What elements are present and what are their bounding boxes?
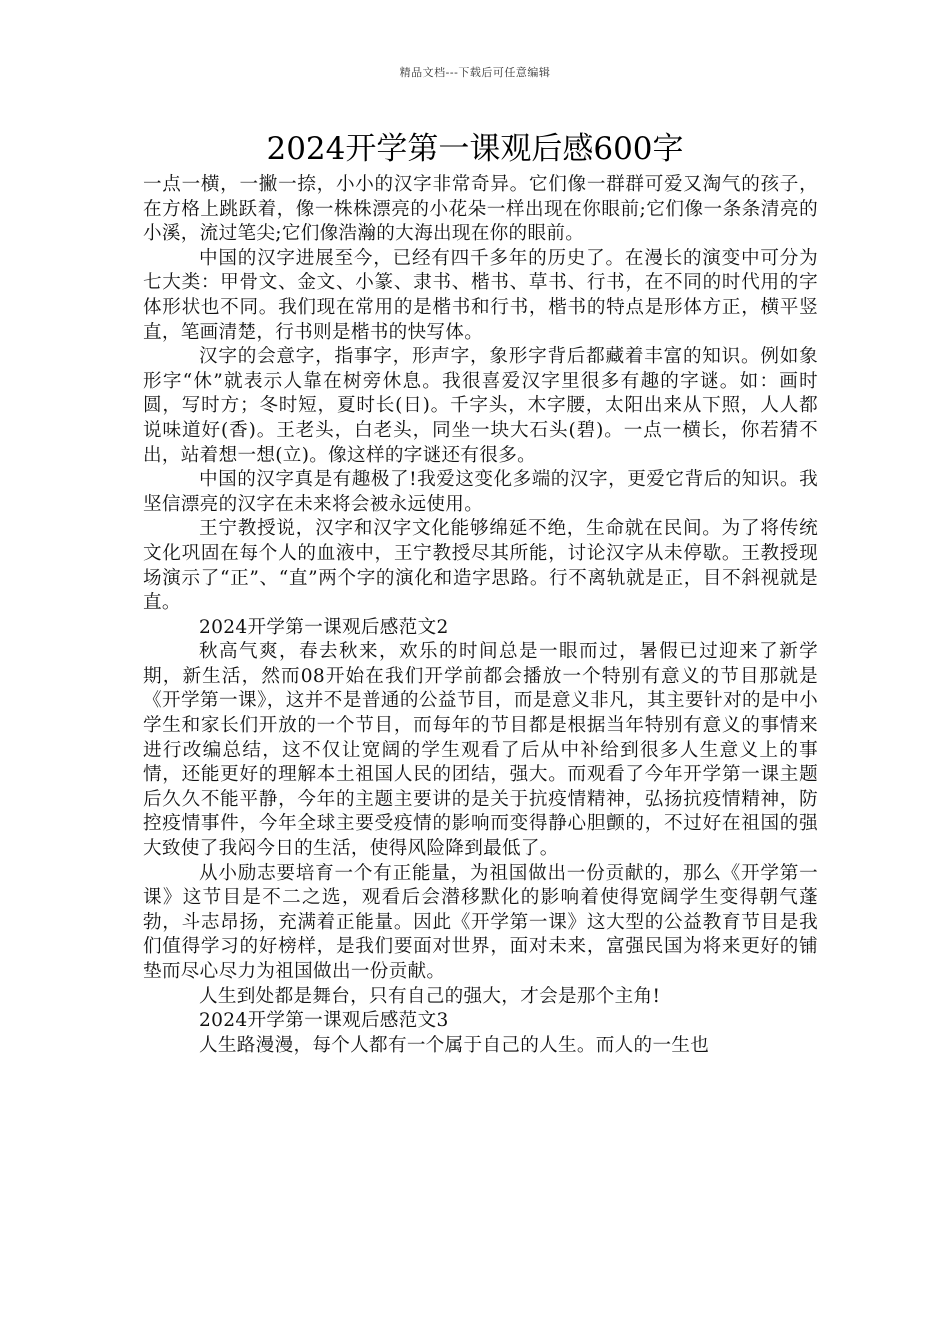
paragraph-1: 一点一横，一撇一捺，小小的汉字非常奇异。它们像一群群可爱又淘气的孩子，在方格上跳跃着，像一株株漂亮的小花朵一样出现在你眼前;它们像一条条清亮的小溪，流过笔尖;它们像浩瀚的大海出现在你的眼前。 [143,174,818,245]
section-heading-2: 2024开学第一课观后感范文2 [199,616,449,638]
document-title: 2024开学第一课观后感600字 [266,131,684,167]
paragraph-4: 中国的汉字真是有趣极了!我爱这变化多端的汉字，更爱它背后的知识。我坚信漂亮的汉字在未来将会被永远使用。 [143,469,818,515]
page-header-note: 精品文档---下载后可任意编辑 [399,66,551,79]
section-heading-3: 2024开学第一课观后感范文3 [199,1010,449,1032]
paragraph-2: 中国的汉字进展至今，已经有四千多年的历史了。在漫长的演变中可分为七大类：甲骨文、金文、小篆、隶书、楷书、草书、行书，在不同的时代用的字体形状也不同。我们现在常用的是楷书和行书，楷书的特点是形体方正，横平竖直，笔画清楚，行书则是楷书的快写体。 [143,247,818,343]
paragraph-8: 人生到处都是舞台，只有自己的强大，才会是那个主角! [199,985,661,1007]
paragraph-7: 从小励志要培育一个有正能量，为祖国做出一份贡献的，那么《开学第一课》这节目是不二之选，观看后会潜移默化的影响着使得宽阔学生变得朝气蓬勃，斗志昂扬，充满着正能量。因此《开学第一课》这大型的公益教育节目是我们值得学习的好榜样，是我们要面对世界，面对未来，富强民国为将来更好的铺垫而尽心尽力为祖国做出一份贡献。 [143,862,818,982]
paragraph-9: 人生路漫漫，每个人都有一个属于自己的人生。而人的一生也 [199,1034,710,1056]
paragraph-5: 王宁教授说，汉字和汉字文化能够绵延不绝，生命就在民间。为了将传统文化巩固在每个人的血液中，王宁教授尽其所能，讨论汉字从未停歇。王教授现场演示了“正”、“直”两个字的演化和造字思路。行不离轨就是正，目不斜视就是直。 [143,518,818,614]
document-body [143,173,818,1058]
paragraph-3: 汉字的会意字，指事字，形声字，象形字背后都藏着丰富的知识。例如象形字“休”就表示人靠在树旁休息。我很喜爱汉字里很多有趣的字谜。如：画时圆，写时方；冬时短，夏时长(日)。千字头，木字腰，太阳出来从下照，人人都说味道好(香)。王老头，白老头，同坐一块大石头(碧)。一点一横长，你若猜不出，站着想一想(立)。像这样的字谜还有很多。 [143,346,818,466]
paragraph-6: 秋高气爽，春去秋来，欢乐的时间总是一眼而过，暑假已过迎来了新学期，新生活，然而08开始在我们开学前都会播放一个特别有意义的节目那就是《开学第一课》，这并不是普通的公益节目，而是意义非凡，其主要针对的是中小学生和家长们开放的一个节目，而每年的节目都是根据当年特别有意义的事情来进行改编总结，这不仅让宽阔的学生观看了后从中补给到很多人生意义上的事情，还能更好的理解本土祖国人民的团结，强大。而观看了今年开学第一课主题后久久不能平静，今年的主题主要讲的是关于抗疫情精神，弘扬抗疫情精神，防控疫情事件，今年全球主要受疫情的影响而变得静心胆颤的，不过好在祖国的强大致使了我闷今日的生活，使得风险降到最低了。 [143,641,818,860]
